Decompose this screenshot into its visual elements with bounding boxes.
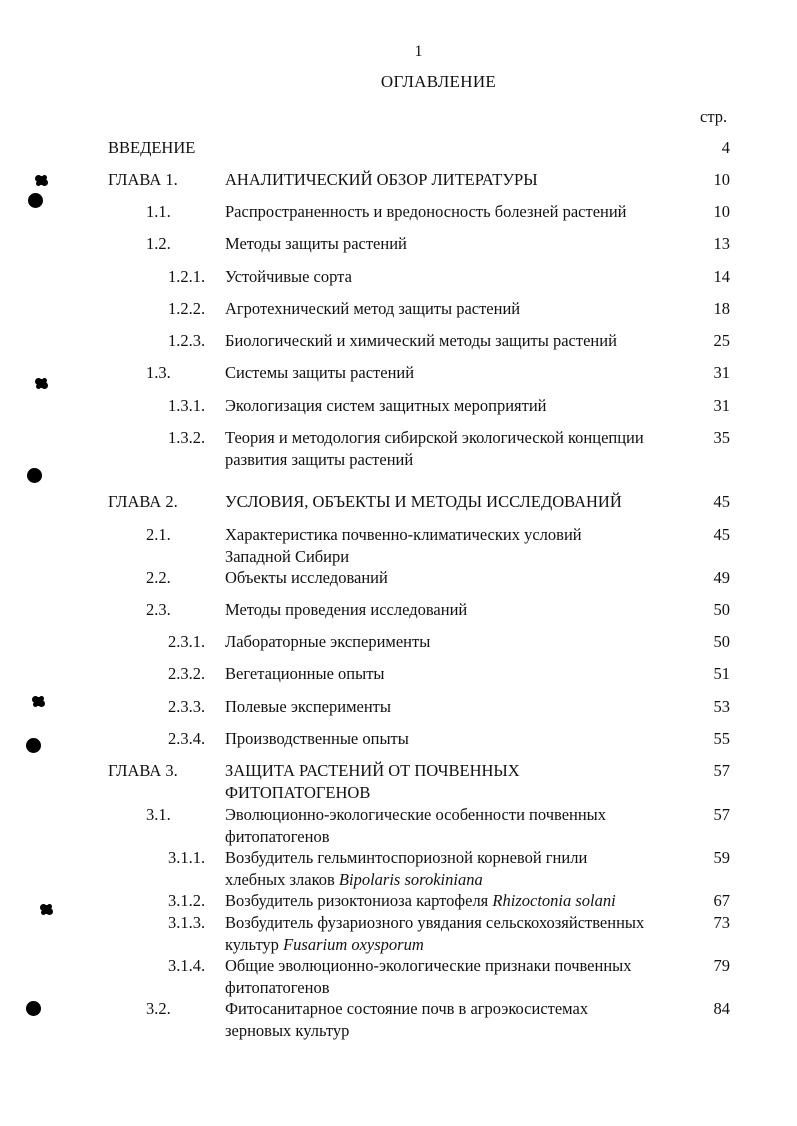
entry-page: 55 xyxy=(713,729,730,748)
entry-page: 45 xyxy=(713,525,730,544)
entry-number: 3.1. xyxy=(146,805,171,824)
entry-text: АНАЛИТИЧЕСКИЙ ОБЗОР ЛИТЕРАТУРЫ xyxy=(225,170,538,189)
entry-text: Системы защиты растений xyxy=(225,363,415,382)
entry-number: 3.1.4. xyxy=(168,956,206,975)
entry-number: ВВЕДЕНИЕ xyxy=(108,138,196,157)
entry-page: 50 xyxy=(713,600,730,619)
entry-text-main: Возбудитель гельминтоспориозной корневой гнили хлебных злаков xyxy=(225,848,588,889)
entry-number: 3.1.2. xyxy=(168,891,206,910)
entry-number: 2.2. xyxy=(146,568,171,587)
entry-page: 31 xyxy=(713,363,730,382)
binder-hole xyxy=(28,193,43,208)
entry-text-main: Возбудитель фузариозного увядания сельскохозяйственных культур xyxy=(225,913,645,954)
entry-number: 3.2. xyxy=(146,999,171,1018)
entry-text xyxy=(225,912,645,956)
entry-page: 59 xyxy=(713,848,730,867)
entry-text-main: Возбудитель ризоктониоза картофеля xyxy=(225,891,489,910)
entry-page: 10 xyxy=(713,202,730,221)
page-number: 1 xyxy=(414,43,423,60)
entry-text-species: Rhizoctonia solani xyxy=(492,891,616,910)
entry-text: Производственные опыты xyxy=(225,729,409,748)
entry-text-species: Fusarium oxysporum xyxy=(283,935,424,954)
entry-number: ГЛАВА 1. xyxy=(108,170,178,189)
entry-page: 18 xyxy=(713,299,730,318)
toc-title: ОГЛАВЛЕНИЕ xyxy=(380,72,497,91)
entry-page: 57 xyxy=(713,805,730,824)
punch-mark xyxy=(42,905,51,914)
entry-text: Распространенность и вредоносность болезней растений xyxy=(225,202,627,221)
entry-page: 53 xyxy=(713,697,730,716)
binder-hole xyxy=(26,738,41,753)
entry-page: 13 xyxy=(713,234,730,253)
entry-text: Теория и методология сибирской экологической концепции развития защиты растений xyxy=(225,428,644,469)
entry-number: 1.3.2. xyxy=(168,428,206,447)
entry-text: УСЛОВИЯ, ОБЪЕКТЫ И МЕТОДЫ ИССЛЕДОВАНИЙ xyxy=(225,492,622,511)
entry-number: ГЛАВА 2. xyxy=(108,492,178,511)
entry-text xyxy=(225,847,645,891)
entry-text: Лабораторные эксперименты xyxy=(225,632,431,651)
entry-text: Общие эволюционно-экологические признаки почвенных фитопатогенов xyxy=(225,956,632,997)
entry-text: Методы проведения исследований xyxy=(225,600,468,619)
entry-text: ЗАЩИТА РАСТЕНИЙ ОТ ПОЧВЕННЫХ ФИТОПАТОГЕНОВ xyxy=(225,761,520,802)
entry-page: 25 xyxy=(713,331,730,350)
entry-number: 2.1. xyxy=(146,525,171,544)
entry-text: Эволюционно-экологические особенности почвенных фитопатогенов xyxy=(225,805,607,846)
entry-page: 79 xyxy=(713,956,730,975)
entry-number: 1.2.1. xyxy=(168,267,206,286)
entry-number: 1.2.2. xyxy=(168,299,206,318)
entry-text xyxy=(225,890,700,912)
entry-number: 2.3. xyxy=(146,600,171,619)
entry-text: Экологизация систем защитных мероприятий xyxy=(225,396,547,415)
page-column-label: стр. xyxy=(700,107,728,126)
entry-number: 2.3.1. xyxy=(168,632,206,651)
entry-page: 57 xyxy=(713,761,730,780)
entry-text: Фитосанитарное состояние почв в агроэкосистемах зерновых культур xyxy=(225,999,589,1040)
entry-text: Характеристика почвенно-климатических условий Западной Сибири xyxy=(225,525,582,566)
entry-page: 4 xyxy=(721,138,730,157)
binder-hole xyxy=(26,1001,41,1016)
entry-number: 3.1.1. xyxy=(168,848,206,867)
entry-text: Агротехнический метод защиты растений xyxy=(225,299,521,318)
entry-number: 1.2. xyxy=(146,234,171,253)
entry-page: 10 xyxy=(713,170,730,189)
punch-mark xyxy=(37,379,46,388)
entry-page: 14 xyxy=(713,267,730,286)
entry-number: 1.3. xyxy=(146,363,171,382)
entry-number: ГЛАВА 3. xyxy=(108,761,178,780)
entry-number: 1.2.3. xyxy=(168,331,206,350)
entry-text: Устойчивые сорта xyxy=(225,267,352,286)
entry-number: 2.3.4. xyxy=(168,729,206,748)
entry-text: Вегетационные опыты xyxy=(225,664,385,683)
entry-page: 31 xyxy=(713,396,730,415)
entry-text: Полевые эксперименты xyxy=(225,697,391,716)
entry-page: 35 xyxy=(713,428,730,447)
entry-page: 50 xyxy=(713,632,730,651)
entry-text-species: Bipolaris sorokiniana xyxy=(338,870,483,889)
entry-number: 1.1. xyxy=(146,202,171,221)
entry-page: 49 xyxy=(713,568,730,587)
entry-number: 2.3.2. xyxy=(168,664,206,683)
entry-number: 3.1.3. xyxy=(168,913,206,932)
entry-text: Объекты исследований xyxy=(225,568,388,587)
entry-number: 1.3.1. xyxy=(168,396,206,415)
punch-mark xyxy=(34,697,43,706)
entry-page: 84 xyxy=(713,999,730,1018)
entry-page: 73 xyxy=(713,913,730,932)
entry-page: 51 xyxy=(713,664,730,683)
binder-hole xyxy=(27,468,42,483)
punch-mark xyxy=(37,176,46,185)
entry-text: Методы защиты растений xyxy=(225,234,407,253)
entry-number: 2.3.3. xyxy=(168,697,206,716)
entry-text: Биологический и химический методы защиты растений xyxy=(225,331,617,350)
entry-page: 45 xyxy=(713,492,730,511)
entry-page: 67 xyxy=(713,891,730,910)
